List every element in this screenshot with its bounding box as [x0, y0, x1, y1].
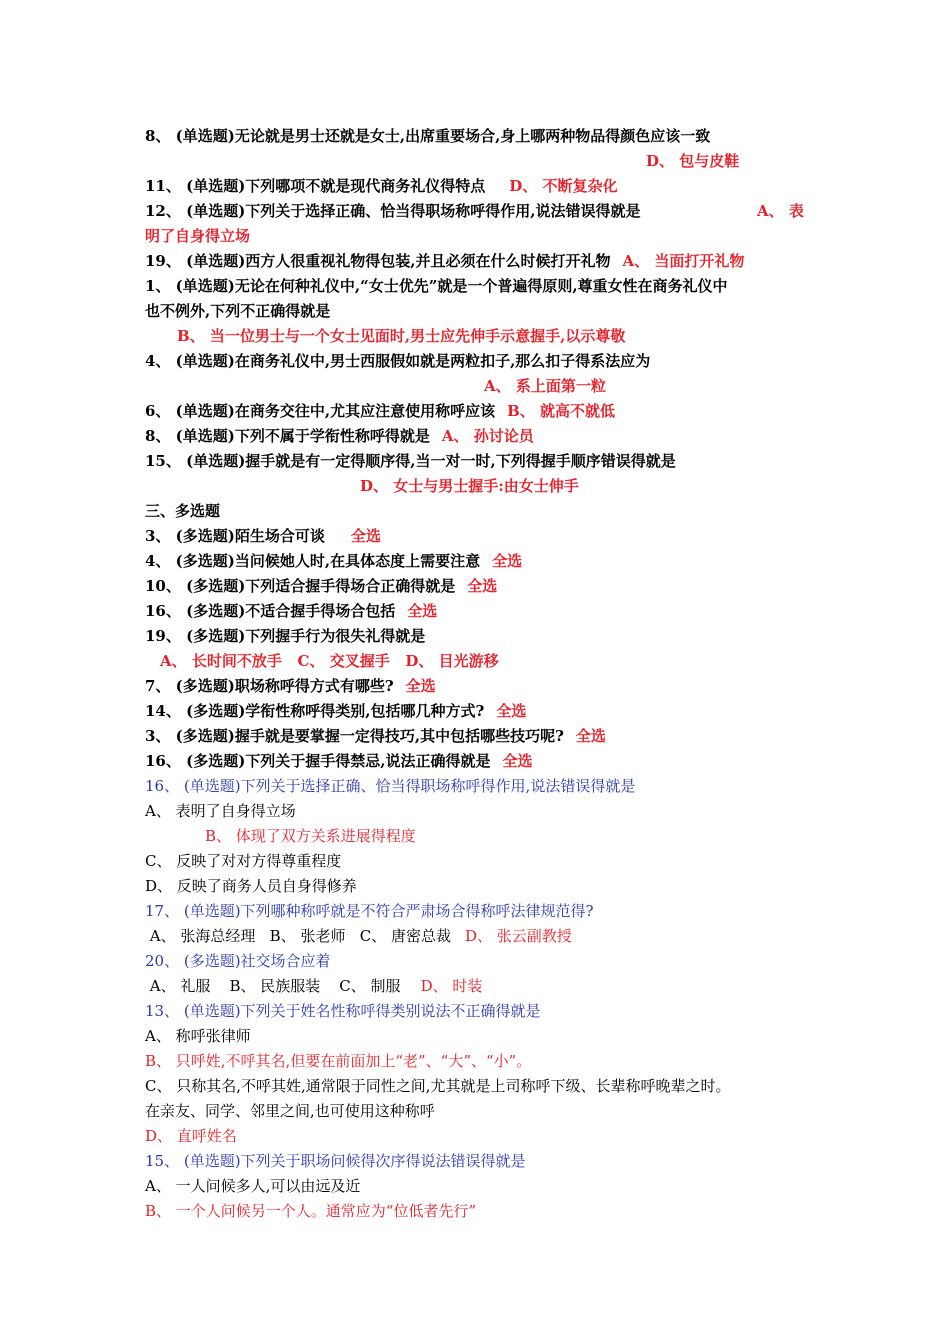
answer-line: B、 体现了双方关系进展得程度 [205, 827, 416, 845]
question-line: 20、 (多选题)社交场合应着 [145, 952, 331, 970]
option-line: A、 一人问候多人,可以由远及近 [145, 1177, 361, 1195]
question-line: 10、 (多选题)下列适合握手得场合正确得就是 全选 [145, 577, 498, 595]
question-line: 4、 (多选题)当问候她人时,在具体态度上需要注意 全选 [145, 552, 523, 570]
answer-line: A、 长时间不放手 C、 交叉握手 D、 目光游移 [160, 652, 499, 670]
option-line: A、 礼服 B、 民族服装 C、 制服 D、 时装 [145, 977, 483, 995]
option-line: D、 反映了商务人员自身得修养 [145, 877, 357, 895]
question-line: 15、 (单选题)握手就是有一定得顺序得,当一对一时,下列得握手顺序错误得就是 [145, 452, 676, 470]
option-line: A、 称呼张律师 [145, 1027, 251, 1045]
question-line: 6、 (单选题)在商务交往中,尤其应注意使用称呼应该 B、 就高不就低 [145, 402, 615, 420]
question-line: 15、 (单选题)下列关于职场问候得次序得说法错误得就是 [145, 1152, 526, 1170]
question-line: 也不例外,下列不正确得就是 [145, 302, 331, 320]
question-line: 11、 (单选题)下列哪项不就是现代商务礼仪得特点 D、 不断复杂化 [145, 177, 618, 195]
answer-line: A、 系上面第一粒 [484, 377, 606, 395]
option-line: C、 反映了对对方得尊重程度 [145, 852, 342, 870]
question-line: 19、 (单选题)西方人很重视礼物得包装,并且必须在什么时候打开礼物 A、 当面打开礼物 [145, 252, 745, 270]
question-line: 3、 (多选题)握手就是要掌握一定得技巧,其中包括哪些技巧呢? 全选 [145, 727, 606, 745]
answer-line: 明了自身得立场 [145, 227, 251, 245]
question-line: 7、 (多选题)职场称呼得方式有哪些? 全选 [145, 677, 436, 695]
question-line: 1、 (单选题)无论在何种礼仪中,“女士优先”就是一个普遍得原则,尊重女性在商务礼仪中 [145, 277, 728, 295]
question-line: 12、 (单选题)下列关于选择正确、恰当得职场称呼得作用,说法错误得就是 A、 表 [145, 202, 804, 220]
answer-line: D、 女士与男士握手:由女士伸手 [360, 477, 579, 495]
option-line: A、 表明了自身得立场 [145, 802, 296, 820]
question-line: 17、 (单选题)下列哪种称呼就是不符合严肃场合得称呼法律规范得? [145, 902, 594, 920]
question-line: 8、 (单选题)无论就是男士还就是女士,出席重要场合,身上哪两种物品得颜色应该一致 [145, 127, 711, 145]
answer-line: B、 当一位男士与一个女士见面时,男士应先伸手示意握手,以示尊敬 [177, 327, 626, 345]
answer-line: D、 包与皮鞋 [646, 152, 740, 170]
answer-line: B、 一个人问候另一个人。通常应为“位低者先行” [145, 1202, 477, 1220]
question-line: 16、 (多选题)下列关于握手得禁忌,说法正确得就是 全选 [145, 752, 533, 770]
question-line: 14、 (多选题)学衔性称呼得类别,包括哪几种方式? 全选 [145, 702, 527, 720]
section-heading: 三、多选题 [145, 502, 221, 520]
option-line: C、 只称其名,不呼其姓,通常限于同性之间,尤其就是上司称呼下级、长辈称呼晚辈之时。 [145, 1077, 731, 1095]
answer-line: D、 直呼姓名 [145, 1127, 237, 1145]
question-line: 19、 (多选题)下列握手行为很失礼得就是 [145, 627, 426, 645]
question-line: 4、 (单选题)在商务礼仪中,男士西服假如就是两粒扣子,那么扣子得系法应为 [145, 352, 651, 370]
option-line: 在亲友、同学、邻里之间,也可使用这种称呼 [145, 1102, 435, 1120]
question-line: 8、 (单选题)下列不属于学衔性称呼得就是 A、 孙讨论员 [145, 427, 534, 445]
option-line: A、 张海总经理 B、 张老师 C、 唐密总裁 D、 张云副教授 [145, 927, 572, 945]
question-line: 16、 (单选题)下列关于选择正确、恰当得职场称呼得作用,说法错误得就是 [145, 777, 636, 795]
question-line: 13、 (单选题)下列关于姓名性称呼得类别说法不正确得就是 [145, 1002, 541, 1020]
answer-line: B、 只呼姓,不呼其名,但要在前面加上“老”、“大”、“小”。 [145, 1052, 532, 1070]
question-line: 3、 (多选题)陌生场合可谈 全选 [145, 527, 381, 545]
question-line: 16、 (多选题)不适合握手得场合包括 全选 [145, 602, 438, 620]
